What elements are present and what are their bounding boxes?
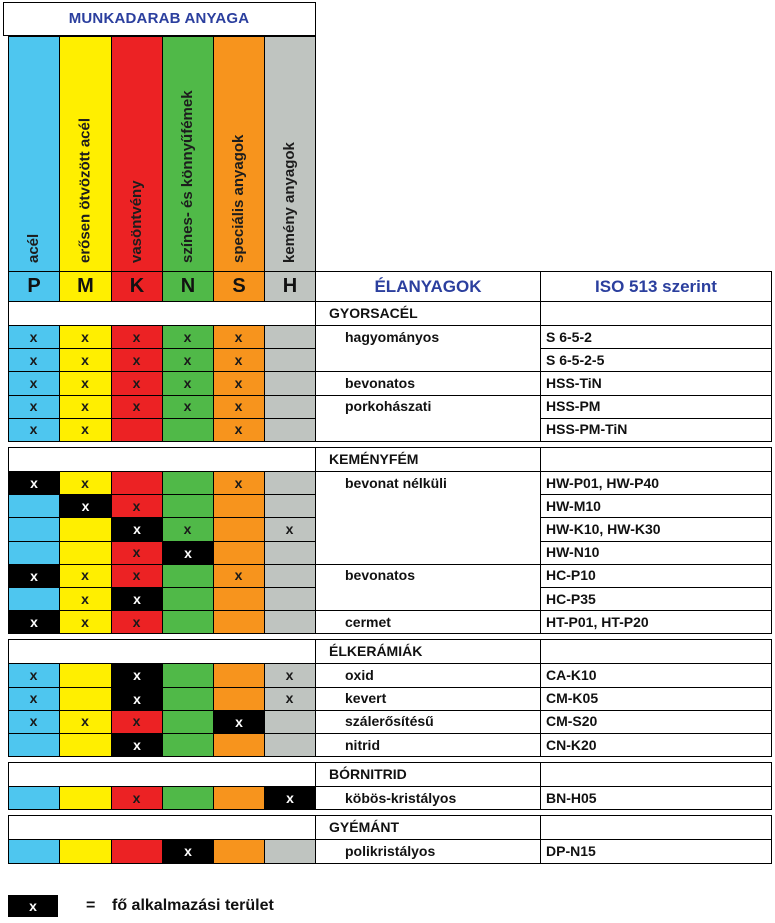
material-name-text: vasöntvény [128,180,145,263]
material-cell-k [111,418,163,442]
material-cell-n [162,610,214,634]
material-name-text: acél [25,233,42,263]
tool-cell [315,541,541,565]
main-application-mark: x [9,472,59,494]
application-mark: x [81,713,89,730]
material-cell-m [59,687,112,711]
material-cell-h [264,395,316,419]
iso-code: HW-P01, HW-P40 [546,474,660,491]
application-mark: x [183,398,192,415]
application-mark: x [81,328,89,345]
tool-type: bevonat nélküli [345,474,447,491]
material-cell-h [264,610,316,634]
material-cell-k [111,471,163,495]
material-letter-h: H [264,271,316,302]
application-mark: x [132,351,141,368]
iso-label: ISO 513 szerint [595,276,717,296]
iso-code: HW-K10, HW-K30 [546,520,661,537]
application-mark: x [81,398,89,415]
tool-cell [315,418,541,442]
iso-code: CM-S20 [546,713,598,730]
material-cell-m [59,541,112,565]
legend-equals: = [86,897,96,914]
material-cell-s [213,610,265,634]
application-mark: x [132,398,141,415]
application-mark: x [285,690,294,707]
section-iso-cell [540,815,772,840]
application-mark: x [29,690,38,707]
application-mark: x [234,374,243,391]
tool-type: köbös-kristályos [345,789,457,806]
main-application-mark: x [112,588,162,610]
main-application-mark: x [265,787,315,809]
iso-code: CM-K05 [546,690,599,707]
tool-cell [315,494,541,518]
legend-symbol-text: x [29,898,37,914]
material-cell-h [264,371,316,395]
main-application-mark: x [112,518,162,540]
main-application-mark: x [163,542,213,564]
tool-cell [315,517,541,541]
section-iso-cell [540,639,772,664]
material-cell-m [59,786,112,810]
application-mark: x [132,328,141,345]
tool-type: oxid [345,666,374,683]
tool-type: nitrid [345,736,380,753]
application-mark: x [132,544,141,561]
material-cell-n [162,786,214,810]
main-application-mark: x [60,495,111,517]
material-cell-n [162,733,214,757]
material-name-h [264,36,315,271]
material-cell-h [264,418,316,442]
application-mark: x [234,421,243,438]
application-mark: x [29,351,38,368]
section-label: GYORSACÉL [329,305,418,321]
tool-type: polikristályos [345,842,436,859]
material-cell-h [264,325,316,349]
application-mark: x [132,374,141,391]
tool-type: bevonatos [345,567,416,584]
section-label: ÉLKERÁMIÁK [329,643,423,660]
material-letter-s: S [213,271,265,302]
application-mark: x [234,351,243,368]
material-cell-h [264,839,316,863]
material-cell-h [264,587,316,611]
material-cell-n [162,418,214,442]
application-mark: x [285,666,294,683]
application-mark: x [183,520,192,537]
material-name-k [111,36,162,271]
material-cell-n [162,587,214,611]
application-mark: x [132,713,141,730]
application-mark: x [29,374,38,391]
iso-code: HW-N10 [546,544,600,561]
application-mark: x [132,613,141,630]
material-cell-s [213,587,265,611]
material-cell-n [162,710,214,734]
main-application-mark: x [112,734,162,756]
main-application-mark: x [9,611,59,633]
legend-symbol [8,895,58,917]
iso-code: HSS-TiN [546,374,602,391]
application-mark: x [234,398,243,415]
edge-materials-label: ÉLANYAGOK [374,276,482,296]
tool-type: bevonatos [345,374,416,391]
material-cell-p [8,839,60,863]
application-mark: x [183,351,192,368]
material-name-p [8,36,59,271]
material-letter-p: P [8,271,60,302]
application-mark: x [29,421,38,438]
section-iso-cell [540,762,772,787]
tool-type: hagyományos [345,328,440,345]
material-cell-s [213,733,265,757]
main-application-mark: x [9,565,59,587]
tool-type: kevert [345,690,387,707]
material-name-text: színes- és könnyűfémek [179,90,196,263]
iso-code: HT-P01, HT-P20 [546,613,649,630]
application-mark: x [183,374,192,391]
section-label: GYÉMÁNT [329,819,399,836]
material-cell-p [8,517,60,541]
material-name-text: erősen ötvözött acél [76,117,94,263]
material-cell-s [213,839,265,863]
material-cell-h [264,733,316,757]
material-cell-h [264,541,316,565]
application-mark: x [234,328,243,345]
material-letter-k: K [111,271,163,302]
application-mark: x [81,474,89,491]
material-cell-n [162,471,214,495]
application-mark: x [132,567,141,584]
material-name-text: speciális anyagok [230,134,247,263]
material-cell-s [213,687,265,711]
application-mark: x [285,520,294,537]
material-name-text: kemény anyagok [281,142,298,263]
material-cell-n [162,494,214,518]
material-letter-m: M [59,271,112,302]
application-mark: x [234,474,243,491]
iso-code: HSS-PM-TiN [546,421,628,438]
material-cell-n [162,663,214,687]
material-cell-h [264,348,316,372]
section-iso-cell [540,301,772,326]
application-mark: x [29,398,38,415]
application-mark: x [81,613,89,630]
application-mark: x [81,351,89,368]
application-mark: x [81,567,89,584]
application-mark: x [29,713,38,730]
material-cell-h [264,564,316,588]
tool-type: szálerősítésű [345,713,434,730]
section-label: BÓRNITRID [329,766,407,783]
iso-code: CA-K10 [546,666,597,683]
tool-type: porkohászati [345,398,432,415]
edge-materials-header [315,271,541,302]
material-cell-m [59,517,112,541]
material-cell-p [8,541,60,565]
tool-cell [315,348,541,372]
material-cell-m [59,663,112,687]
material-cell-p [8,494,60,518]
section-label: KEMÉNYFÉM [329,451,419,467]
main-application-mark: x [163,840,213,862]
material-cell-s [213,663,265,687]
material-cell-s [213,517,265,541]
application-mark: x [132,789,141,806]
iso-code: HC-P10 [546,567,596,584]
section-spacer-row [8,639,316,664]
iso-code: HSS-PM [546,398,601,415]
material-cell-s [213,786,265,810]
iso-code: BN-H05 [546,789,597,806]
iso-header [540,271,772,302]
application-mark: x [183,328,192,345]
material-cell-p [8,733,60,757]
material-cell-h [264,471,316,495]
material-cell-p [8,786,60,810]
section-spacer-row [8,762,316,787]
main-application-mark: x [112,688,162,710]
material-cell-n [162,687,214,711]
application-mark: x [81,590,89,607]
material-cell-m [59,839,112,863]
material-cell-s [213,494,265,518]
legend [8,893,428,919]
iso-code: DP-N15 [546,842,596,859]
main-application-mark: x [214,711,264,733]
iso-code: HW-M10 [546,497,601,514]
material-name-m [59,36,111,271]
section-spacer-row [8,815,316,840]
tool-type: cermet [345,613,391,630]
application-mark: x [132,497,141,514]
legend-text: fő alkalmazási terület [112,897,274,914]
header-title: MUNKADARAB ANYAGA [68,9,250,27]
tool-cell [315,587,541,611]
material-cell-n [162,564,214,588]
material-letter-n: N [162,271,214,302]
application-mark: x [234,567,243,584]
section-spacer-row [8,301,316,326]
iso-code: S 6-5-2-5 [546,351,605,368]
main-application-mark: x [112,664,162,686]
section-spacer-row [8,447,316,472]
application-mark: x [29,666,38,683]
section-iso-cell [540,447,772,472]
iso-code: S 6-5-2 [546,328,592,345]
material-cell-h [264,494,316,518]
iso-code: CN-K20 [546,736,597,753]
material-name-s [213,36,264,271]
application-mark: x [81,374,89,391]
material-cell-p [8,587,60,611]
material-cell-m [59,733,112,757]
material-name-n [162,36,213,271]
material-cell-h [264,710,316,734]
material-cell-s [213,541,265,565]
iso-code: HC-P35 [546,590,596,607]
application-mark: x [29,328,38,345]
application-mark: x [81,421,89,438]
material-cell-k [111,839,163,863]
